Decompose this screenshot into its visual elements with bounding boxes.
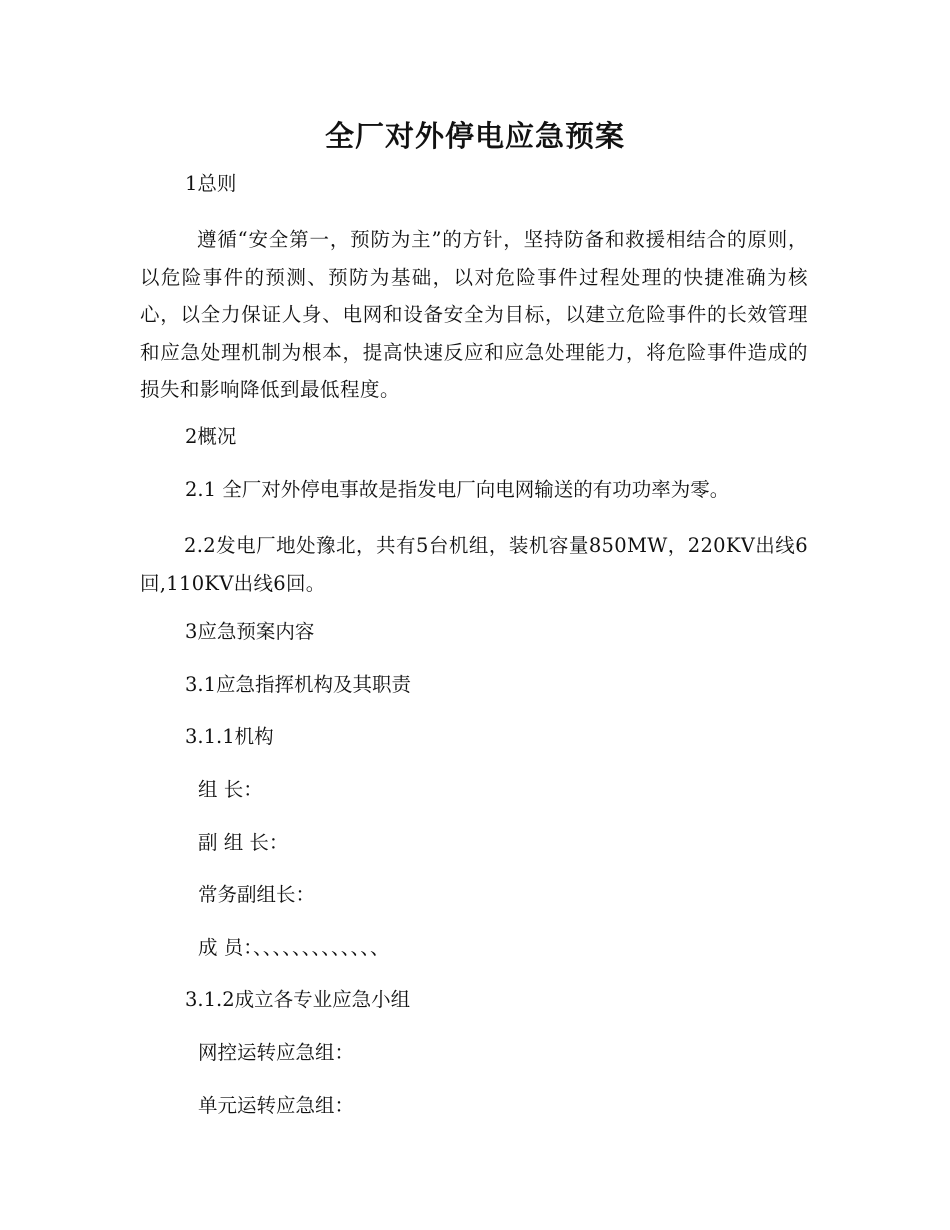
deputy-leader-line: 副 组 长： (198, 831, 289, 854)
section-3-heading: 3应急预案内容 (185, 620, 315, 643)
item-3-1-2: 3.1.2成立各专业应急小组 (185, 988, 411, 1011)
grid-control-group-line: 网控运转应急组： (198, 1041, 355, 1064)
leader-line: 组 长： (198, 778, 263, 801)
item-2-1: 2.1 全厂对外停电事故是指发电厂向电网输送的有功功率为零。 (185, 478, 730, 501)
item-3-1: 3.1应急指挥机构及其职责 (185, 673, 412, 696)
document-title: 全厂对外停电应急预案 (324, 119, 625, 153)
section-1-heading: 1总则 (185, 172, 237, 195)
members-line: 成 员：、、、、、、、、、、、、、 (198, 936, 390, 959)
item-3-1-1: 3.1.1机构 (185, 725, 274, 748)
executive-deputy-leader-line: 常务副组长： (198, 883, 316, 906)
section-1-paragraph: 遵循“安全第一，预防为主”的方针，坚持防备和救援相结合的原则，以危险事件的预测、预防为基础，以对危险事件过程处理的快捷准确为核心，以全力保证人身、电网和设备安全为目标，以建立危险事件的长效管理和应急处理机制为根本，提高快速反应和应急处理能力，将危险事件造成的损失和影响降低到最低程度。 (140, 228, 808, 402)
unit-operation-group-line: 单元运转应急组： (198, 1094, 355, 1117)
section-2-heading: 2概况 (185, 425, 237, 448)
item-2-2: 2.2发电厂地处豫北，共有5台机组，装机容量850MW，220KV出线6回,110KV出线6回。 (140, 534, 808, 595)
